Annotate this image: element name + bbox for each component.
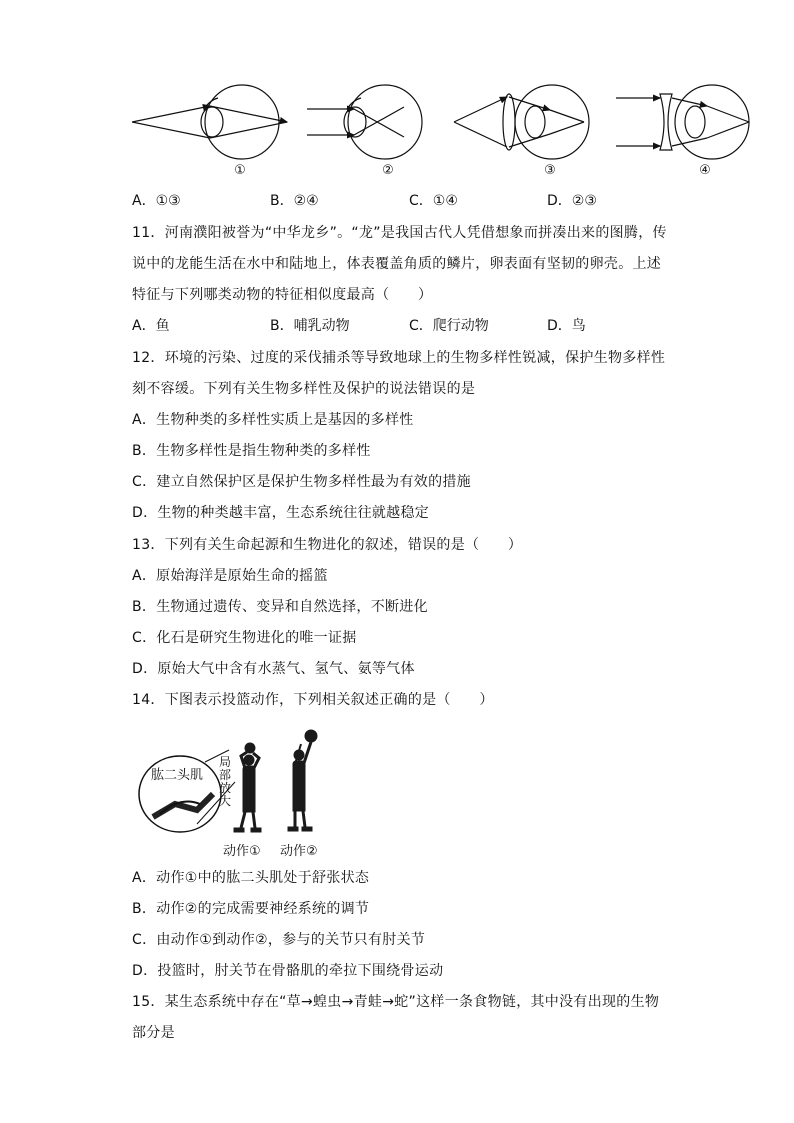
svg-text:部: 部 <box>218 768 232 782</box>
svg-text:大: 大 <box>218 794 232 808</box>
action-2-label: 动作② <box>280 844 318 859</box>
eye-diagram-3 <box>454 85 589 159</box>
q12-option-b[interactable]: B．生物多样性是指生物种类的多样性 <box>132 443 371 459</box>
fig-label-3: ③ <box>544 163 556 178</box>
q11-option-a[interactable]: A．鱼 <box>132 318 170 334</box>
q11-stem-line-1: 11．河南濮阳被誉为“中华龙乡”。“龙”是我国古代人凭借想象而拼凑出来的图腾，传 <box>132 225 667 241</box>
q12-stem-line-2: 刻不容缓。下列有关生物多样性及保护的说法错误的是 <box>132 381 476 397</box>
q15-stem-line-1: 15．某生态系统中存在“草→蝗虫→青蛙→蛇”这样一条食物链，其中没有出现的生物 <box>132 994 660 1010</box>
player-action-2 <box>288 730 317 831</box>
q11-option-c[interactable]: C．爬行动物 <box>409 318 489 334</box>
action-1-label: 动作① <box>223 844 261 859</box>
fig-label-4: ④ <box>699 163 711 178</box>
eye-diagram-4 <box>616 85 749 159</box>
q10-option-c[interactable]: C．①④ <box>409 193 458 209</box>
q14-stem: 14．下图表示投篮动作，下列相关叙述正确的是（ ） <box>132 692 494 708</box>
q14-option-d[interactable]: D．投篮时，肘关节在骨骼肌的牵拉下围绕骨运动 <box>132 963 444 979</box>
eye-diagram-2 <box>307 85 422 159</box>
q11-stem-line-2: 说中的龙能生活在水中和陆地上，体表覆盖角质的鳞片，卵表面有坚韧的卵壳。上述 <box>132 256 662 272</box>
q11-option-b[interactable]: B．哺乳动物 <box>270 318 350 334</box>
fig-label-1: ① <box>234 163 246 178</box>
q13-option-b[interactable]: B．生物通过遗传、变异和自然选择，不断进化 <box>132 599 428 615</box>
basketball-icon <box>305 730 317 742</box>
q14-option-a[interactable]: A．动作①中的肱二头肌处于舒张状态 <box>132 870 370 886</box>
q14-option-b[interactable]: B．动作②的完成需要神经系统的调节 <box>132 901 370 917</box>
q10-option-a[interactable]: A．①③ <box>132 193 181 209</box>
q13-option-d[interactable]: D．原始大气中含有水蒸气、氢气、氨等气体 <box>132 661 415 677</box>
fig-label-2: ② <box>382 163 394 178</box>
q13-option-c[interactable]: C．化石是研究生物进化的唯一证据 <box>132 630 357 646</box>
q10-option-d[interactable]: D．②③ <box>547 193 597 209</box>
player-action-1 <box>234 743 261 832</box>
svg-text:放: 放 <box>218 781 232 795</box>
q10-option-b[interactable]: B．②④ <box>270 193 319 209</box>
basketball-shot-figure <box>135 722 355 862</box>
zoom-label <box>219 755 231 808</box>
q12-option-d[interactable]: D．生物的种类越丰富，生态系统往往就越稳定 <box>132 505 430 521</box>
q12-option-c[interactable]: C．建立自然保护区是保护生物多样性最为有效的措施 <box>132 474 471 490</box>
svg-text:局: 局 <box>218 755 232 769</box>
q15-stem-line-2: 部分是 <box>132 1025 175 1041</box>
q13-stem: 13．下列有关生命起源和生物进化的叙述，错误的是（ ） <box>132 537 523 553</box>
eye-diagrams-figure <box>132 82 772 182</box>
q14-option-c[interactable]: C．由动作①到动作②，参与的关节只有肘关节 <box>132 932 426 948</box>
q12-option-a[interactable]: A．生物种类的多样性实质上是基因的多样性 <box>132 412 414 428</box>
muscle-label: 肱二头肌 <box>151 768 204 783</box>
q13-option-a[interactable]: A．原始海洋是原始生命的摇篮 <box>132 568 328 584</box>
q12-stem-line-1: 12．环境的污染、过度的采伐捕杀等导致地球上的生物多样性锐减，保护生物多样性 <box>132 350 666 366</box>
q11-stem-line-3: 特征与下列哪类动物的特征相似度最高（ ） <box>132 287 433 303</box>
eye-diagram-1 <box>132 85 287 159</box>
q11-option-d[interactable]: D．鸟 <box>547 318 586 334</box>
